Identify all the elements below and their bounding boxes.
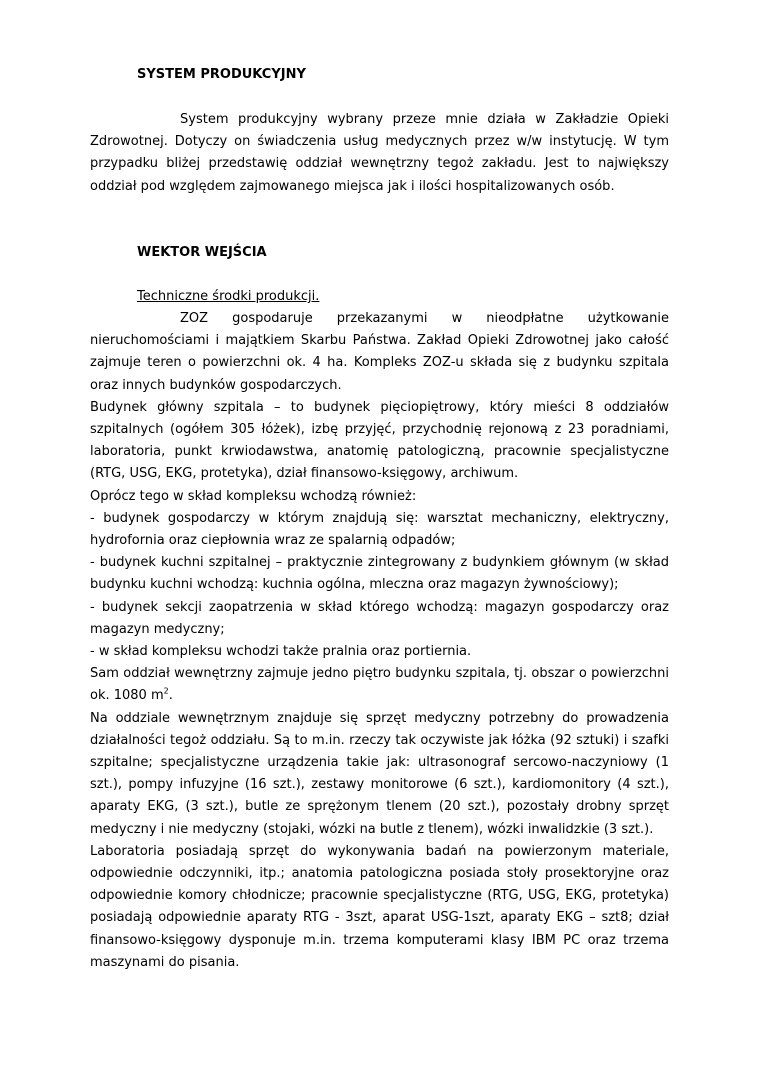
paragraph-laboratoria: Laboratoria posiadają sprzęt do wykonywania badań na powierzonym materiale, odpowiednie odczynniki, itp.; anatomia patologiczna posiada stoły prosektoryjne oraz odpowiednie komory chłodnicze; pracownie specjalistyczne (RTG, USG, EKG, protetyka) posiadają odpowiednie aparaty RTG - 3szt, aparat USG-1szt, aparaty EKG – szt8; dział finansowo-księgowy dysponuje m.in. trzema komputerami klasy IBM PC oraz trzema maszynami do pisania. — [90, 843, 669, 970]
superscript-2: 2 — [163, 687, 169, 697]
paragraph-na-oddziale: Na oddziale wewnętrznym znajduje się sprzęt medyczny potrzebny do prowadzenia działalności tegoż oddziału. Są to m.in. rzeczy tak oczywiste jak łóżka (92 sztuki) i szafki szpitalne; specjalistyczne urządzenia takie jak: ultrasonograf sercowo-naczyniowy (1 szt.), pompy infuzyjne (16 szt.), zestawy monitorowe (6 szt.), kardiomonitory (4 szt.), aparaty EKG, (3 szt.), butle ze sprężonym tlenem (20 szt.), pozostały drobny sprzęt medyczny i nie medyczny (stojaki, wózki na butle z tlenem), wózki inwalidzkie (3 szt.). — [90, 710, 669, 837]
section-body — [90, 308, 669, 974]
list-item-budynek-kuchni: - budynek kuchni szpitalnej – praktycznie zintegrowany z budynkiem głównym (w skład budynku kuchni wchodzą: kuchnia ogólna, mleczna oraz magazyn żywnościowy); — [90, 555, 669, 593]
sam-oddzial-text: Sam oddział wewnętrzny zajmuje jedno piętro budynku szpitala, tj. obszar o powierzchni ok. 1080 m — [90, 666, 669, 704]
list-item-budynek-gospodarczy: - budynek gospodarczy w którym znajdują się: warsztat mechaniczny, elektryczny, hydrofornia oraz ciepłownia wraz ze spalarnią odpadów; — [90, 510, 669, 549]
intro-paragraph: System produkcyjny wybrany przeze mnie działa w Zakładzie Opieki Zdrowotnej. Dotyczy on świadczenia usług medycznych przez w/w instytucję. W tym przypadku bliżej przedstawię oddział wewnętrzny tegoż zakładu. Jest to największy oddział pod względem zajmowanego miejsca jak i ilości hospitalizowanych osób. — [90, 112, 669, 194]
sam-oddzial-end: . — [168, 688, 173, 704]
paragraph-oprocz: Oprócz tego w skład kompleksu wchodzą również: — [90, 488, 417, 504]
paragraph-budynek-glowny: Budynek główny szpitala – to budynek pięciopiętrowy, który mieści 8 oddziałów szpitalnych (ogółem 305 łóżek), izbę przyjęć, przychodnię rejonową z 23 poradniami, laboratoria, punkt krwiodawstwa, anatomię patologiczną, pracownie specjalistyczne (RTG, USG, EKG, protetyka), dział finansowo-księgowy, archiwum. — [90, 399, 669, 482]
heading-wektor-wejscia: WEKTOR WEJŚCIA — [137, 245, 267, 260]
list-item-budynek-sekcji: - budynek sekcji zaopatrzenia w skład którego wchodzą: magazyn gospodarczy oraz magazyn medyczny; — [90, 599, 669, 637]
subheading-techniczne-srodki: Techniczne środki produkcji. — [137, 289, 320, 304]
paragraph-zoz: ZOZ gospodaruje przekazanymi w nieodpłatne użytkowanie nieruchomościami i majątkiem Skarbu Państwa. Zakład Opieki Zdrowotnej jako całość zajmuje teren o powierzchni ok. 4 ha. Kompleks ZOZ-u składa się z budynku szpitala oraz innych budynków gospodarczych. — [90, 311, 669, 393]
heading-system-produkcyjny: SYSTEM PRODUKCYJNY — [137, 67, 306, 82]
list-item-pralnia: - w skład kompleksu wchodzi także pralnia oraz portiernia. — [90, 644, 472, 660]
paragraph-sam-oddzial — [90, 663, 669, 707]
